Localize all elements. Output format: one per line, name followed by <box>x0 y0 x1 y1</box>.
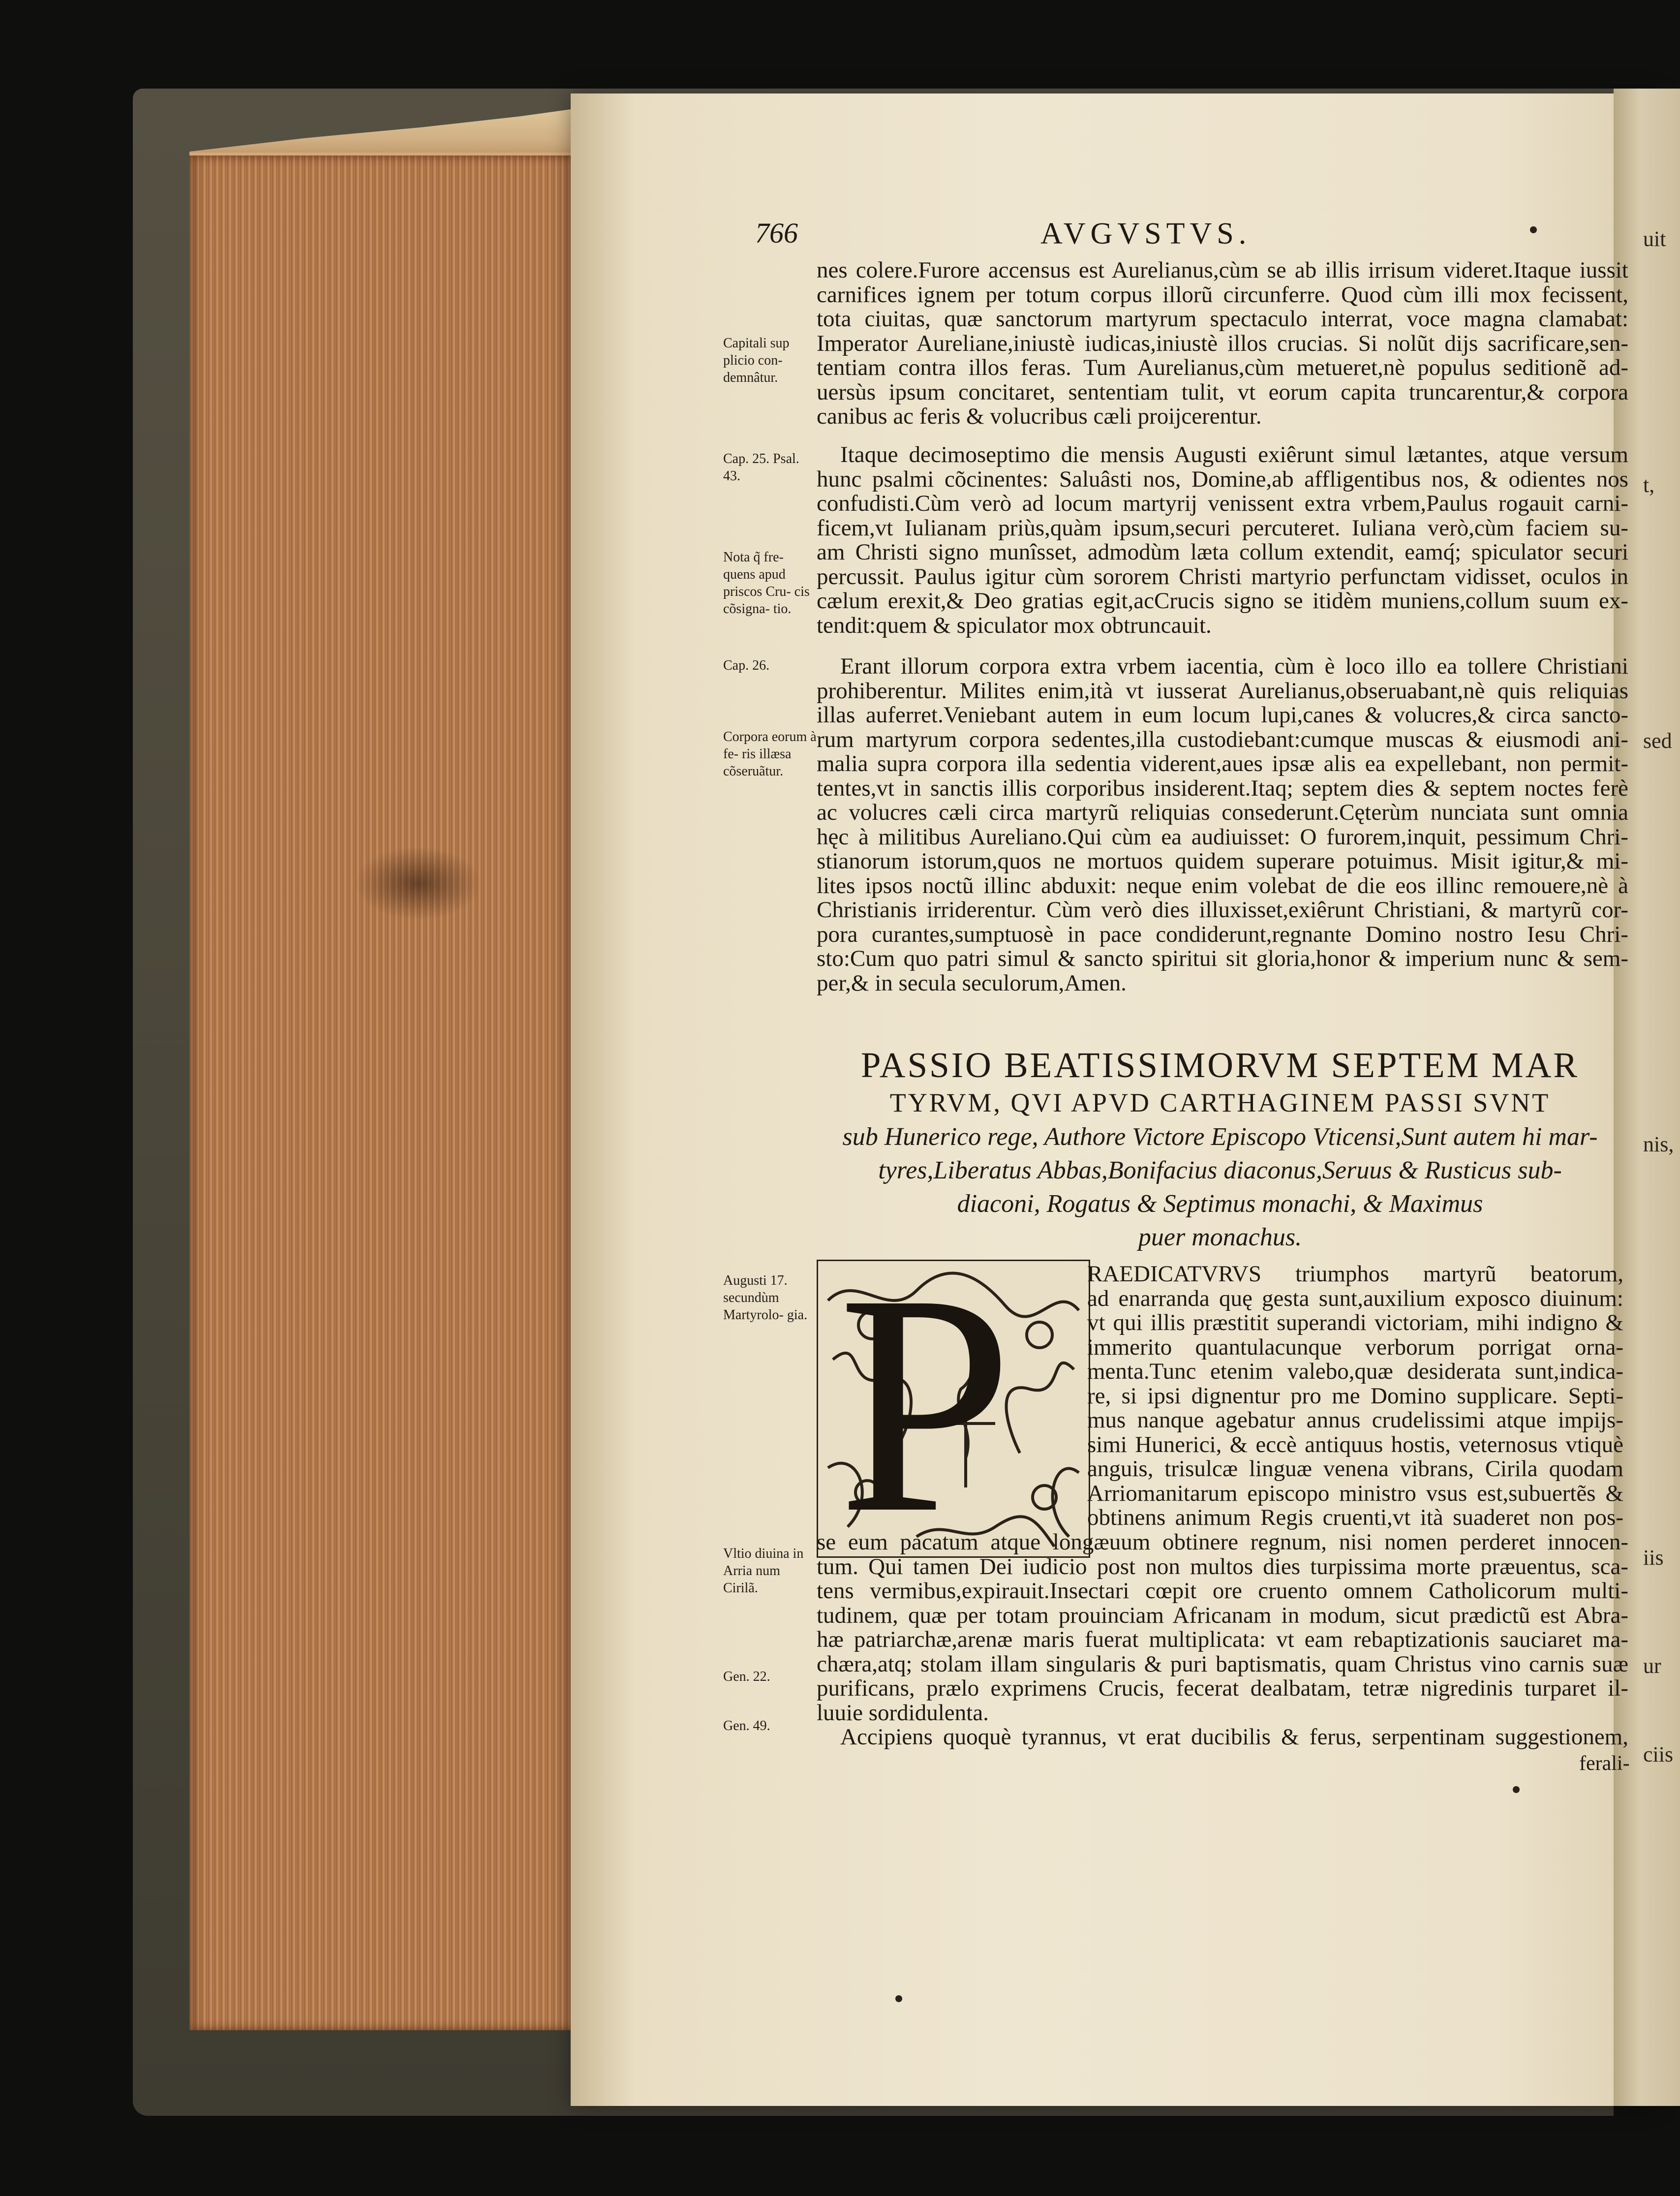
ink-mark <box>895 1995 902 2002</box>
margin-note: Gen. 22. <box>723 1669 770 1684</box>
margin-note: Capitali sup plicio con- demnâtur. <box>723 336 790 385</box>
text-line: tendit:quem & spiculator mox obtruncauit. <box>817 613 1212 638</box>
text-line: immerito quantulacunque verborum porrigat orna- <box>1087 1335 1623 1360</box>
text-line: percussit. Paulus igitur cùm sororem Christi martyrio perfunctam vidisset, oculos in <box>817 564 1628 589</box>
ink-mark <box>1530 226 1537 233</box>
text-line: illas auferret.Veniebant autem in eum locum lupi,canes & volucres,& circa sancto- <box>817 703 1628 728</box>
margin-note: Cap. 26. <box>723 658 770 673</box>
facing-page-fragment: ciis <box>1643 1742 1674 1766</box>
text-line: mus nanque agebatur annus crudelissimi atque impijs- <box>1087 1408 1623 1433</box>
text-line: RAEDICATVRVS triumphos martyrũ beatorum, <box>1087 1262 1623 1287</box>
text-line: ad enarranda quę gesta sunt,auxilium exposco diuinum: <box>1087 1286 1623 1311</box>
heading-line: diaconi, Rogatus & Septimus monachi, & Maximus <box>957 1190 1483 1218</box>
ink-mark <box>1513 1786 1520 1793</box>
heading-line: tyres,Liberatus Abbas,Bonifacius diaconus,Seruus & Rusticus sub- <box>878 1156 1562 1184</box>
facing-page-fragment: ur <box>1643 1654 1661 1678</box>
running-head <box>755 217 1611 251</box>
facing-page-fragment: iis <box>1643 1546 1664 1570</box>
facing-page-fragment: sed <box>1643 729 1672 753</box>
text-line: chæra,atq; stolam illam singularis & puri baptismatis, quam Christus vino carnis suæ <box>817 1652 1628 1676</box>
text-line: tum. Qui tamen Dei iudicio post non multos dies turpissima morte præuentus, sca- <box>817 1554 1628 1579</box>
text-block-end <box>817 1530 1628 1750</box>
text-line: tens vermibus,expirauit.Insectari cœpit ore cruento omnem Catholicorum multi- <box>817 1579 1628 1604</box>
text-line: carnifices ignem per totum corpus illorũ circunferre. Quod cùm illi mox fecissent, <box>817 282 1628 307</box>
text-line: canibus ac feris & volucribus cæli proijcerentur. <box>817 404 1262 429</box>
heading-line: TYRVM, QVI APVD CARTHAGINEM PASSI SVNT <box>889 1088 1551 1117</box>
text-line: cælum erexit,& Deo gratias egit,acCrucis signo se itidèm muniens,collum suum ex- <box>817 589 1628 614</box>
text-line: stianorum istorum,quos ne mortuos quidem superare potuimus. Misit igitur,& mi- <box>817 849 1628 874</box>
text-line: confudisti.Cùm verò ad locum martyrij venissent extra vrbem,Paulus rogauit carni- <box>817 492 1628 516</box>
catchword: ferali- <box>1579 1752 1630 1775</box>
margin-note: Vltio diuina in Arria num Cirilã. <box>723 1546 804 1596</box>
text-line: nes colere.Furore accensus est Aurelianus,cùm se ab illis irrisum videret.Itaque iussit <box>817 258 1628 283</box>
page-number: 766 <box>755 217 798 249</box>
text-line: hęc à militibus Aureliano.Qui cùm ea audiuisset: O furorem,inquit, pessimum Chri- <box>817 825 1628 849</box>
text-line: uersùs ipsum concitaret, sententiam tulit, vt eorum capita truncarentur,& corpora <box>817 380 1628 404</box>
text-line: Arriomanitarum episcopo ministro vsus est,subuertẽs & <box>1087 1481 1623 1506</box>
text-line: purificans, prælo exprimens Crucis, fecerat dealbatam, tetræ nigredinis turparet il- <box>817 1676 1628 1701</box>
text-line: pora curantes,sumptuosè in pace condiderunt,regnante Domino nostro Iesu Chri- <box>817 922 1628 947</box>
text-line: anguis, trisulcæ linguæ venena vibrans, Cirila quodam <box>1087 1457 1623 1482</box>
text-block-lower <box>817 654 1628 995</box>
heading-line: PASSIO BEATISSIMORVM SEPTEM MAR <box>860 1045 1580 1085</box>
margin-note: Gen. 49. <box>723 1718 770 1733</box>
text-line: rum martyrum corpora sedentes,illa custodiebant:cumque muscas & eiusmodi ani- <box>817 727 1628 752</box>
text-line: vt qui illis præstitit superandi victoriam, mihi indigno & <box>1087 1311 1623 1335</box>
text-block-beside-initial <box>1087 1262 1623 1530</box>
margin-note: Corpora eorum à fe- ris illæsa cõseruãtur. <box>723 729 817 779</box>
decorated-initial <box>817 1230 1090 1578</box>
text-line: se eum pacatum atque longæuum obtinere regnum, nisi nomen perderet innocen- <box>817 1530 1628 1555</box>
text-line: hunc psalmi cõcinentes: Saluâsti nos, Domine,ab affligentibus nos, & odientes nos <box>817 467 1628 492</box>
text-line: am Christi signo munîsset, admodùm læta collum extendit, eamq́; spiculator securi <box>817 540 1628 565</box>
heading-line: sub Hunerico rege, Authore Victore Episcopo Vticensi,Sunt autem hi mar- <box>842 1123 1598 1151</box>
text-line: Itaque decimoseptimo die mensis Augusti exiêrunt simul lætantes, atque versum <box>840 443 1628 467</box>
text-line: Erant illorum corpora extra vrbem iacentia, cùm è loco illo ea tollere Christiani <box>840 654 1628 679</box>
text-line: simi Hunerici, & eccè antiquus hostis, veternosus vtiquè <box>1087 1432 1623 1457</box>
margin-note: Cap. 25. Psal. 43. <box>723 451 799 484</box>
facing-page-fragment: t, <box>1643 473 1655 497</box>
chapter-heading <box>807 1046 1633 1254</box>
text-line: hæ patriarchæ,arenæ maris fuerat multiplicata: vt eam rebaptizationis sauciaret ma- <box>817 1628 1628 1652</box>
initial-letter: P <box>838 1230 1013 1578</box>
text-line: ficem,vt Iulianam priùs,quàm ipsum,securi percuteret. Iuliana verò,cùm faciem su- <box>817 516 1628 540</box>
text-line: lites ipsos noctũ illinc abduxit: neque enim volebat de die eos illinc remouere,nè à <box>817 873 1628 898</box>
facing-page-fragment: uit <box>1643 227 1666 251</box>
text-line: Accipiens quoquè tyrannus, vt erat ducibilis & ferus, serpentinam suggestionem, <box>840 1725 1628 1750</box>
facing-page-fragment: nis, <box>1643 1132 1674 1156</box>
text-line: ac volucres cæli circa martyrũ reliquias consederunt.Cęterùm nunciata sunt omnia <box>817 801 1628 825</box>
running-title: AVGVSTVS. <box>1040 217 1252 250</box>
text-line: tentiam contra illos feras. Tum Aurelianus,cùm metueret,nè populus seditionẽ ad- <box>817 356 1628 380</box>
text-line: obtinens animum Regis cruenti,vt ità suaderet non pos- <box>1087 1506 1623 1530</box>
heading-line: puer monachus. <box>1138 1223 1302 1251</box>
text-block-middle <box>817 443 1628 638</box>
text-line: Imperator Aureliane,iniustè iudicas,iniustè illos crucias. Si nolũt dijs sacrificare,sen- <box>817 331 1628 356</box>
text-block-top <box>817 258 1628 429</box>
text-line: sto:Cum quo patri simul & sancto spiritui sit gloria,honor & imperium nunc & sem- <box>817 947 1628 971</box>
text-line: prohiberentur. Milites enim,ità vt iusserat Aurelianus,obseruabant,nè quis reliquias <box>817 679 1628 703</box>
text-line: per,& in secula seculorum,Amen. <box>817 971 1127 995</box>
page-block-fore-edge <box>189 153 578 2030</box>
text-line: tota ciuitas, quæ sanctorum martyrum spectaculo interrat, voce magna clamabat: <box>817 307 1628 332</box>
margin-note: Augusti 17. secundùm Martyrolo- gia. <box>723 1273 808 1323</box>
text-line: tudinem, quæ per totam prouinciam Africanam in modum, sicut prædictũ est Abra- <box>817 1603 1628 1628</box>
text-line: Christianis irriderentur. Cùm verò dies illuxisset,exiêrunt Christiani, & martyrũ cor- <box>817 898 1628 923</box>
text-line: luuie sordidulenta. <box>817 1701 989 1725</box>
text-line: menta.Tunc etenim valebo,quæ desiderata sunt,indica- <box>1087 1360 1623 1384</box>
ink-stain <box>354 846 482 920</box>
text-line: malia supra corpora illa sedentia viderent,aues ipsæ alis ea expellebant, non permit- <box>817 752 1628 776</box>
margin-note: Nota q̃ fre- quens apud priscos Cru- cis cõsigna- tio. <box>723 550 810 617</box>
text-line: tentes,vt in sanctis illis corporibus insiderent.Itaq; septem dies & septem noctes ferè <box>817 776 1628 801</box>
text-line: re, si ipsi dignentur pro me Domino supplicare. Septi- <box>1087 1384 1623 1408</box>
